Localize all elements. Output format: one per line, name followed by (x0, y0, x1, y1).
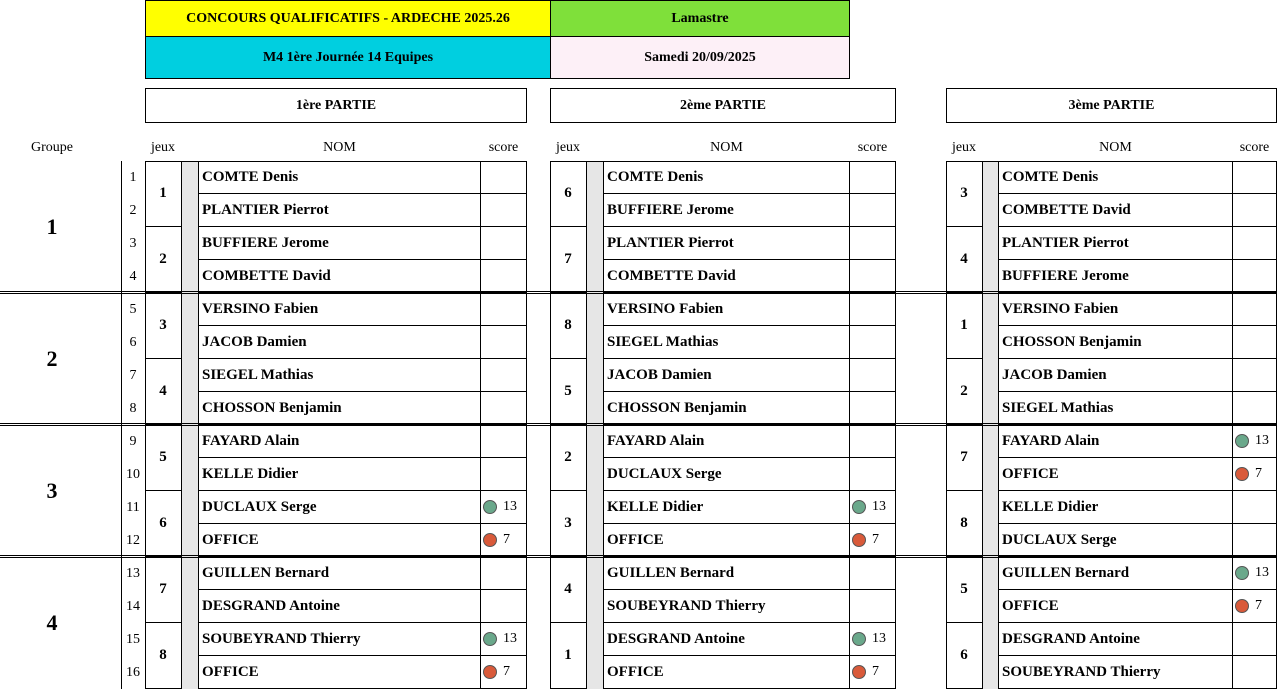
player-name: COMTE Denis (604, 161, 849, 194)
player-name: VERSINO Fabien (999, 293, 1232, 326)
score-cell (1232, 623, 1277, 656)
game-number: 8 (946, 491, 982, 557)
player-name: JACOB Damien (604, 359, 849, 392)
score-cell (849, 425, 896, 458)
winner-dot-icon (483, 632, 497, 646)
score-value: 13 (1255, 433, 1269, 448)
game-number: 8 (550, 293, 586, 359)
player-name: SOUBEYRAND Thierry (999, 656, 1232, 689)
score-cell (1232, 326, 1277, 359)
score-cell (849, 656, 896, 689)
score-cell (849, 623, 896, 656)
loser-dot-icon (1235, 467, 1249, 481)
score-value: 13 (503, 631, 517, 646)
score-cell (480, 227, 527, 260)
player-name: SOUBEYRAND Thierry (604, 590, 849, 623)
player-name: PLANTIER Pierrot (604, 227, 849, 260)
game-number: 1 (145, 161, 181, 227)
player-name: GUILLEN Bernard (604, 557, 849, 590)
player-name: VERSINO Fabien (604, 293, 849, 326)
player-name: OFFICE (999, 590, 1232, 623)
score-cell (1232, 656, 1277, 689)
player-name: PLANTIER Pierrot (999, 227, 1232, 260)
game-number: 5 (145, 425, 181, 491)
player-number: 15 (126, 631, 140, 647)
player-number: 1 (129, 169, 137, 185)
loser-dot-icon (852, 665, 866, 679)
player-number: 10 (126, 466, 140, 482)
score-value: 7 (1255, 598, 1262, 613)
score-cell (1232, 293, 1277, 326)
player-name: SIEGEL Mathias (199, 359, 480, 392)
player-name: PLANTIER Pierrot (199, 194, 480, 227)
score-cell (1232, 194, 1277, 227)
game-number: 7 (550, 227, 586, 293)
score-value: 7 (503, 532, 510, 547)
game-number: 5 (946, 557, 982, 623)
player-name: COMTE Denis (999, 161, 1232, 194)
jeux-header-3: jeux (951, 140, 977, 155)
score-cell (480, 458, 527, 491)
score-value: 13 (872, 631, 886, 646)
game-number: 2 (946, 359, 982, 425)
score-cell (1232, 491, 1277, 524)
score-cell (849, 227, 896, 260)
player-name: DESGRAND Antoine (604, 623, 849, 656)
score-cell (480, 194, 527, 227)
player-number: 6 (129, 334, 137, 350)
game-number: 5 (550, 359, 586, 425)
player-name: JACOB Damien (199, 326, 480, 359)
player-name: CHOSSON Benjamin (604, 392, 849, 425)
event-cell: M4 1ère Journée 14 Equipes (145, 36, 551, 79)
player-name: JACOB Damien (999, 359, 1232, 392)
group-number: 1 (46, 214, 58, 239)
player-number: 3 (129, 235, 137, 251)
player-name: OFFICE (999, 458, 1232, 491)
score-cell (849, 260, 896, 293)
score-header-3: score (1239, 140, 1270, 155)
jeux-header-1: jeux (150, 140, 176, 155)
player-name: SIEGEL Mathias (999, 392, 1232, 425)
score-value: 13 (1255, 565, 1269, 580)
score-cell (480, 557, 527, 590)
score-cell (849, 293, 896, 326)
player-name: KELLE Didier (999, 491, 1232, 524)
score-cell (480, 425, 527, 458)
score-cell (1232, 227, 1277, 260)
game-number: 1 (946, 293, 982, 359)
player-name: DUCLAUX Serge (604, 458, 849, 491)
score-value: 13 (503, 499, 517, 514)
winner-dot-icon (1235, 434, 1249, 448)
player-name: GUILLEN Bernard (199, 557, 480, 590)
grid-line (946, 161, 1277, 162)
game-number: 3 (550, 491, 586, 557)
player-name: OFFICE (199, 656, 480, 689)
player-name: FAYARD Alain (604, 425, 849, 458)
competition-title: CONCOURS QUALIFICATIFS - ARDECHE 2025.26 (145, 0, 551, 37)
game-number: 6 (946, 623, 982, 689)
score-cell (1232, 557, 1277, 590)
player-name: CHOSSON Benjamin (999, 326, 1232, 359)
part-2-title: 2ème PARTIE (550, 88, 896, 123)
score-cell (480, 590, 527, 623)
jeux-header-2: jeux (555, 140, 581, 155)
game-number: 1 (550, 623, 586, 689)
score-value: 7 (1255, 466, 1262, 481)
score-cell (1232, 590, 1277, 623)
date-cell: Samedi 20/09/2025 (550, 36, 850, 79)
nom-header-2: NOM (710, 140, 743, 155)
group-number: 3 (46, 478, 58, 503)
score-cell (849, 194, 896, 227)
score-cell (849, 491, 896, 524)
group-number: 2 (46, 346, 58, 371)
score-cell (849, 359, 896, 392)
score-header-2: score (857, 140, 888, 155)
player-name: VERSINO Fabien (199, 293, 480, 326)
player-name: BUFFIERE Jerome (999, 260, 1232, 293)
part-1-title: 1ère PARTIE (145, 88, 527, 123)
score-cell (480, 293, 527, 326)
game-number: 2 (550, 425, 586, 491)
score-cell (480, 623, 527, 656)
game-number: 2 (145, 227, 181, 293)
loser-dot-icon (483, 665, 497, 679)
player-name: FAYARD Alain (999, 425, 1232, 458)
score-cell (1232, 458, 1277, 491)
group-number: 4 (46, 610, 58, 635)
nom-header-3: NOM (1099, 140, 1132, 155)
score-cell (849, 458, 896, 491)
player-name: GUILLEN Bernard (999, 557, 1232, 590)
winner-dot-icon (852, 500, 866, 514)
player-number: 16 (126, 664, 140, 680)
score-cell (480, 392, 527, 425)
player-name: COMBETTE David (604, 260, 849, 293)
player-name: KELLE Didier (199, 458, 480, 491)
score-value: 13 (872, 499, 886, 514)
score-cell (1232, 524, 1277, 557)
player-name: DESGRAND Antoine (199, 590, 480, 623)
player-name: COMBETTE David (999, 194, 1232, 227)
grid-line (550, 161, 896, 162)
winner-dot-icon (852, 632, 866, 646)
nom-header-1: NOM (323, 140, 356, 155)
player-name: FAYARD Alain (199, 425, 480, 458)
winner-dot-icon (483, 500, 497, 514)
score-value: 7 (872, 532, 879, 547)
score-cell (480, 524, 527, 557)
location-cell: Lamastre (550, 0, 850, 37)
loser-dot-icon (1235, 599, 1249, 613)
player-number: 8 (129, 400, 137, 416)
score-value: 7 (503, 664, 510, 679)
player-name: COMBETTE David (199, 260, 480, 293)
score-cell (1232, 161, 1277, 194)
score-cell (480, 326, 527, 359)
game-number: 4 (550, 557, 586, 623)
score-cell (1232, 359, 1277, 392)
loser-dot-icon (483, 533, 497, 547)
score-cell (480, 161, 527, 194)
game-number: 6 (550, 161, 586, 227)
score-cell (849, 557, 896, 590)
game-number: 4 (946, 227, 982, 293)
player-name: OFFICE (604, 656, 849, 689)
score-cell (849, 524, 896, 557)
group-separator (0, 291, 1277, 294)
player-name: KELLE Didier (604, 491, 849, 524)
game-number: 3 (946, 161, 982, 227)
player-name: CHOSSON Benjamin (199, 392, 480, 425)
score-cell (1232, 392, 1277, 425)
score-cell (1232, 425, 1277, 458)
player-number: 5 (129, 301, 137, 317)
player-number: 7 (129, 367, 137, 383)
player-name: BUFFIERE Jerome (199, 227, 480, 260)
score-cell (480, 491, 527, 524)
score-header-1: score (488, 140, 519, 155)
group-separator (0, 423, 1277, 426)
player-number: 4 (129, 268, 137, 284)
game-number: 4 (145, 359, 181, 425)
score-cell (480, 260, 527, 293)
player-number: 12 (126, 532, 140, 548)
groupe-header: Groupe (31, 140, 73, 155)
player-name: OFFICE (604, 524, 849, 557)
player-name: DUCLAUX Serge (199, 491, 480, 524)
player-name: DUCLAUX Serge (999, 524, 1232, 557)
player-number: 11 (126, 499, 140, 515)
player-number: 14 (126, 598, 140, 614)
score-cell (480, 359, 527, 392)
score-cell (849, 392, 896, 425)
player-name: COMTE Denis (199, 161, 480, 194)
grid-line (145, 161, 527, 162)
score-cell (480, 656, 527, 689)
score-cell (849, 161, 896, 194)
player-name: SOUBEYRAND Thierry (199, 623, 480, 656)
game-number: 7 (946, 425, 982, 491)
score-cell (1232, 260, 1277, 293)
player-number: 2 (129, 202, 137, 218)
game-number: 3 (145, 293, 181, 359)
player-number: 13 (126, 565, 140, 581)
game-number: 7 (145, 557, 181, 623)
loser-dot-icon (852, 533, 866, 547)
score-cell (849, 326, 896, 359)
player-name: OFFICE (199, 524, 480, 557)
score-cell (849, 590, 896, 623)
player-name: DESGRAND Antoine (999, 623, 1232, 656)
part-3-title: 3ème PARTIE (946, 88, 1277, 123)
game-number: 8 (145, 623, 181, 689)
group-separator (0, 555, 1277, 558)
player-name: SIEGEL Mathias (604, 326, 849, 359)
game-number: 6 (145, 491, 181, 557)
score-value: 7 (872, 664, 879, 679)
winner-dot-icon (1235, 566, 1249, 580)
player-name: BUFFIERE Jerome (604, 194, 849, 227)
player-number: 9 (129, 433, 137, 449)
